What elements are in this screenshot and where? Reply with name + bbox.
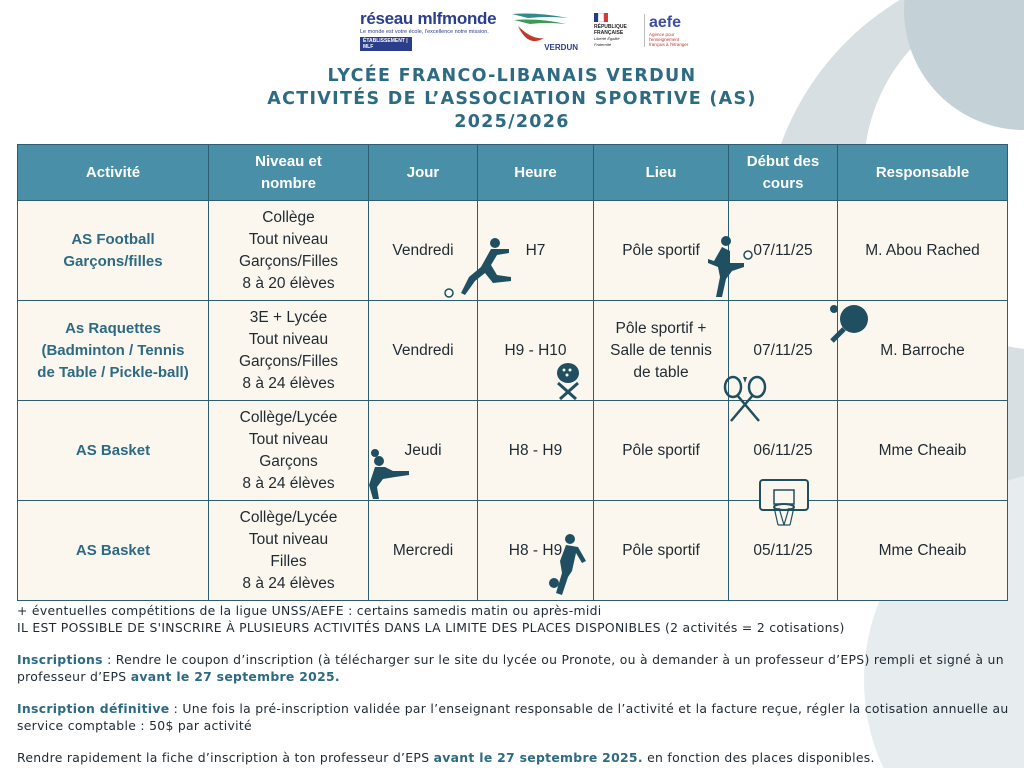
inscriptions-text: : Rendre le coupon d’inscription (à télécharger sur le site du lycée ou Pronote, ou à demander à un professeur d’EPS) rempli et signé à un professeur d’EPS (17, 652, 1004, 684)
place-line: de table (633, 363, 689, 381)
note-competitions: + éventuelles compétitions de la ligue UNSS/AEFE : certains samedis matin ou après-midi (17, 603, 602, 618)
place-line: Pôle sportif (622, 541, 700, 559)
header-level-label: Niveau et nombre (255, 152, 322, 192)
level-line: Tout niveau (248, 430, 329, 448)
day-value: Vendredi (392, 241, 454, 259)
day-cell (369, 401, 478, 501)
time-value: H8 - H9 (508, 541, 563, 559)
manager-cell (838, 301, 1008, 401)
page-title (0, 65, 1024, 134)
basketball-player-icon (365, 447, 411, 501)
level-line: Collège/Lycée (239, 408, 338, 426)
title-line-school: LYCÉE FRANCO-LIBANAIS VERDUN (327, 66, 697, 86)
verdun-name: VERDUN (544, 43, 578, 52)
note-definitive (17, 701, 1012, 734)
header-level (209, 145, 369, 201)
manager-cell: Mme Cheaib (838, 501, 1008, 601)
final-text: Rendre rapidement la fiche d’inscription à ton professeur d’EPS (17, 750, 434, 765)
header-time: Heure (478, 145, 594, 201)
start-cell (729, 301, 838, 401)
day-cell (369, 201, 478, 301)
start-cell: 05/11/25 (729, 501, 838, 601)
basketball-dribbler-icon (546, 533, 588, 597)
level-cell (209, 301, 369, 401)
definitive-label: Inscription définitive (17, 701, 170, 716)
aefe-logo (644, 14, 693, 47)
place-cell (594, 301, 729, 401)
note-final (17, 750, 1012, 767)
rf-name: RÉPUBLIQUE FRANÇAISE (594, 23, 627, 36)
level-line: Filles (270, 552, 307, 570)
aefe-subtitle: Agence pour l'enseignement français à l'étranger (649, 31, 689, 47)
level-line: 8 à 24 élèves (242, 374, 335, 392)
logo-bar (360, 8, 693, 52)
time-cell (478, 501, 594, 601)
note-inscriptions (17, 652, 1012, 685)
time-cell: H8 - H9 (478, 401, 594, 501)
level-cell (209, 501, 369, 601)
level-line: Tout niveau (248, 530, 329, 548)
activity-line: (Badminton / Tennis (41, 341, 185, 359)
notes-section (17, 603, 1012, 767)
level-line: Garçons/Filles (238, 252, 339, 270)
time-cell: H7 (478, 201, 594, 301)
table-header-row (18, 145, 1008, 201)
level-line: Garçons/Filles (238, 352, 339, 370)
day-cell: Mercredi (369, 501, 478, 601)
level-line: Collège (262, 208, 315, 226)
header-manager: Responsable (838, 145, 1008, 201)
table-row (18, 401, 1008, 501)
inscriptions-label: Inscriptions (17, 652, 103, 667)
header-day: Jour (369, 145, 478, 201)
activity-line: AS Basket (75, 441, 151, 459)
place-cell (594, 401, 729, 501)
place-cell (594, 501, 729, 601)
day-value: Jeudi (404, 441, 442, 459)
table-tennis-paddle-icon (826, 301, 872, 343)
start-cell: 07/11/25 (729, 201, 838, 301)
republique-francaise-logo (594, 13, 636, 48)
inscriptions-deadline: avant le 27 septembre 2025. (130, 668, 340, 684)
activity-cell (18, 501, 209, 601)
header-start (729, 145, 838, 201)
header-activity: Activité (18, 145, 209, 201)
header-start-label: Début des cours (746, 152, 820, 192)
table-row (18, 501, 1008, 601)
level-line: 8 à 24 élèves (242, 474, 335, 492)
football-player-icon (441, 237, 521, 301)
verdun-logo (508, 8, 586, 52)
place-cell (594, 201, 729, 301)
place-line: Pôle sportif (622, 241, 700, 259)
level-line: Garçons (259, 452, 318, 470)
level-cell (209, 401, 369, 501)
activity-line: AS Basket (75, 541, 151, 559)
mlf-tagline: Le monde est votre école, l'excellence notre mission. (360, 29, 489, 35)
title-line-year: 2025/2026 (454, 112, 570, 132)
mlf-logo (360, 9, 500, 51)
aefe-name: aefe (649, 13, 682, 31)
mlf-name: réseau mlfmonde (360, 9, 497, 28)
activity-line: de Table / Pickle-ball) (37, 363, 189, 381)
level-cell (209, 201, 369, 301)
title-line-activities: ACTIVITÉS DE L’ASSOCIATION SPORTIVE (AS) (267, 89, 757, 109)
start-cell (729, 401, 838, 501)
final-deadline: avant le 27 septembre 2025. (433, 750, 643, 765)
manager-cell: Mme Cheaib (838, 401, 1008, 501)
final-suffix: en fonction des places disponibles. (642, 750, 875, 765)
place-line: Pôle sportif + (615, 319, 707, 337)
pickleball-paddles-icon (552, 361, 584, 401)
level-line: 8 à 20 élèves (242, 274, 335, 292)
day-cell: Vendredi (369, 301, 478, 401)
note-multiple-activities: IL EST POSSIBLE DE S'INSCRIRE À PLUSIEURS ACTIVITÉS DANS LA LIMITE DES PLACES DISPONIBLES (2 activités = 2 cotisations) (17, 619, 845, 635)
table-row (18, 201, 1008, 301)
level-line: 8 à 24 élèves (242, 574, 335, 592)
basketball-hoop-icon (757, 477, 811, 529)
table-row (18, 301, 1008, 401)
level-line: Tout niveau (248, 230, 329, 248)
activity-line: AS Football (71, 230, 155, 248)
activity-cell (18, 401, 209, 501)
time-value: H9 - H10 (504, 341, 567, 359)
manager-value: M. Barroche (880, 341, 965, 359)
football-player-juggling-icon (706, 235, 756, 301)
level-line: Tout niveau (248, 330, 329, 348)
activity-line: As Raquettes (65, 319, 161, 337)
activities-table (17, 144, 1008, 601)
definitive-text: : Une fois la pré-inscription validée par l’enseignant responsable de l’activité et la facture reçue, régler la cotisation annuelle au service comptable : 50$ par activité (17, 701, 1009, 733)
header-place: Lieu (594, 145, 729, 201)
level-line: Collège/Lycée (239, 508, 338, 526)
activity-cell (18, 201, 209, 301)
place-line: Pôle sportif (622, 441, 700, 459)
activity-line: Garçons/filles (63, 252, 163, 270)
french-flag-icon (594, 13, 608, 22)
start-value: 06/11/25 (753, 441, 813, 459)
time-cell (478, 301, 594, 401)
level-line: 3E + Lycée (249, 308, 328, 326)
manager-cell: M. Abou Rached (838, 201, 1008, 301)
rf-motto: Liberté Égalité Fraternité (594, 35, 620, 47)
mlf-badge: ÉTABLISSEMENT | MLF (360, 37, 412, 51)
activity-cell (18, 301, 209, 401)
start-value: 07/11/25 (753, 341, 813, 359)
place-line: Salle de tennis (610, 341, 712, 359)
